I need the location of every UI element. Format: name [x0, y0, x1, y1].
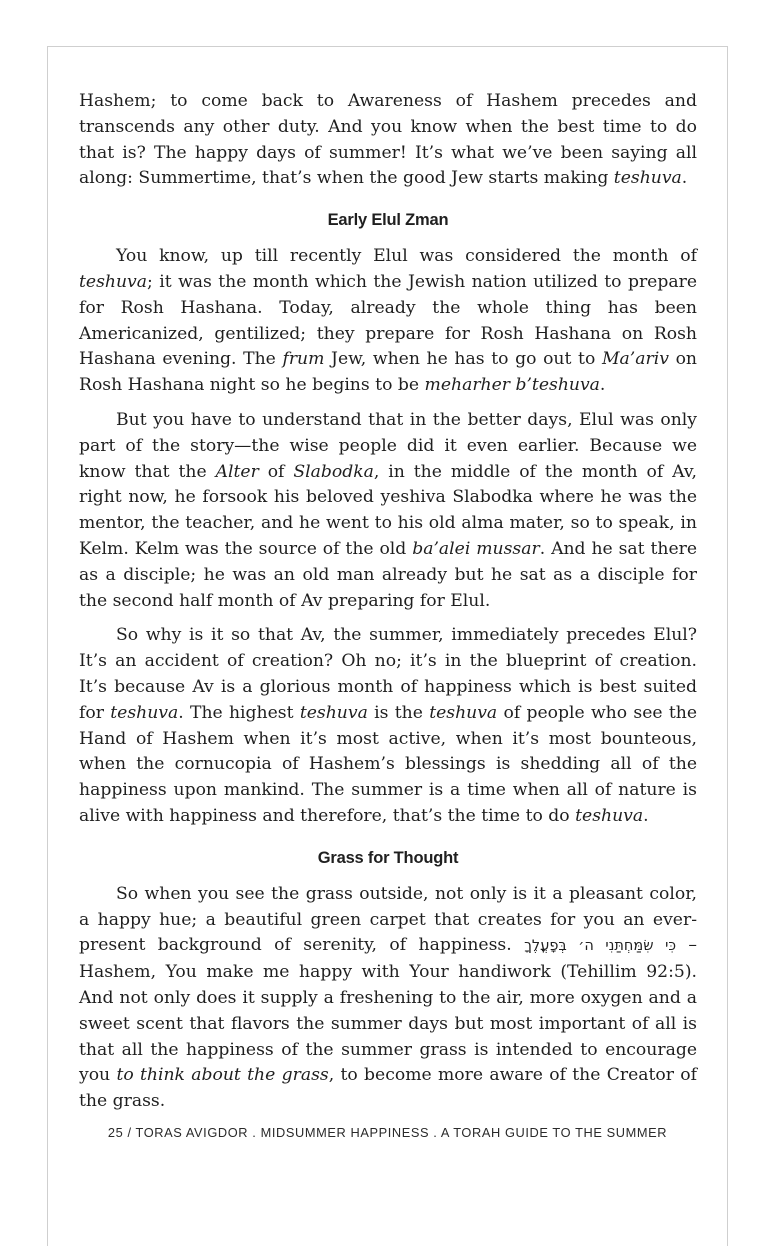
text-run: – Hashem, You make me happy with Your handiwork (Tehillim 92:5). And not only does it supply a freshening to the air, more oxygen and a sweet scent that flavors the summer days but most important of all is that all the happiness of the summer grass is intended to encourage you — [79, 935, 697, 1086]
text-run: ; it was the month which the Jewish nation utilized to prepare for Rosh Hashana. Today, already the whole thing has been Americanized, gentilized; they prepare for Rosh Hashana on Rosh Hashana evening. The — [79, 271, 697, 370]
text-run: So when you see the grass outside, not only is it a pleasant color, a happy hue; a beautiful green carpet that creates for you an ever-present background of serenity, of happiness. — [79, 883, 697, 956]
text-run: . The highest — [178, 702, 300, 723]
text-run: . — [643, 805, 649, 826]
italic-term: frum — [282, 349, 325, 370]
italic-term: teshuva — [429, 702, 498, 723]
italic-term: to think about the grass — [116, 1065, 329, 1086]
text-run: . And he sat there as a disciple; he was an old man already but he sat as a disciple for the second half month of Av preparing for Elul. — [79, 538, 698, 611]
text-run: , in the middle of the month of Av, right now, he forsook his beloved yeshiva Slabodka where he was the mentor, the teacher, and he went to his old alma mater, so to speak, in Kelm. Kelm was the source of the old — [79, 461, 697, 559]
paragraph-1 — [79, 89, 697, 192]
text-run: So why is it so that Av, the summer, immediately precedes Elul? It’s an accident of creation? Oh no; it’s in the blueprint of creation. It’s because Av is a glorious month of happiness which is best suited for — [79, 625, 697, 723]
text-run: . — [681, 168, 688, 189]
italic-term: Alter — [215, 461, 259, 482]
italic-term: teshuva — [613, 168, 682, 189]
text-run: Hashem; to come back to Awareness of Hashem precedes and transcends any other duty. And you know when the best time to do that is? The happy days of summer! It’s what we’ve been saying all along: Summertime, that’s when the good Jew starts making — [79, 91, 697, 189]
paragraph-5 — [79, 882, 697, 1115]
page-footer: 25 / TORAS AVIGDOR . MIDSUMMER HAPPINESS . A TORAH GUIDE TO THE SUMMER — [107, 1125, 668, 1140]
text-run: . — [599, 375, 606, 396]
body-text — [79, 89, 697, 1124]
paragraph-4 — [79, 623, 697, 829]
italic-term: Ma’ariv — [601, 349, 669, 370]
text-run: on Rosh Hashana night so he begins to be — [79, 349, 697, 396]
paragraph-3 — [79, 408, 697, 614]
italic-term: Slabodka — [293, 461, 374, 482]
italic-term: teshuva — [110, 702, 179, 723]
text-run: But you have to understand that in the better days, Elul was only part of the story—the wise people did it even earlier. Because we know that the — [79, 409, 697, 482]
paragraph-2 — [79, 244, 697, 399]
hebrew-quote: כִּי שִׂמַּחְתַּנִי ה׳ בְּפָעֳלֶךָ — [524, 938, 676, 955]
section-heading-early-elul: Early Elul Zman — [327, 211, 449, 230]
italic-term: teshuva — [575, 805, 644, 826]
italic-term: teshuva — [299, 702, 368, 723]
text-run: of — [258, 461, 294, 482]
italic-term: meharher b’teshuva — [424, 375, 600, 396]
text-run: of people who see the Hand of Hashem when it’s most active, when it’s most bounteous, when the cornucopia of Hashem’s blessings is shedding all of the happiness upon mankind. The summer is a time when all of nature is alive with happiness and therefore, that’s the time to do — [79, 702, 698, 826]
text-run: You know, up till recently Elul was considered the month of — [116, 246, 697, 267]
text-run: Jew, when he has to go out to — [324, 349, 602, 370]
italic-term: ba’alei mussar — [412, 538, 540, 559]
text-run: is the — [367, 702, 430, 723]
text-run: , to become more aware of the Creator of the grass. — [79, 1065, 697, 1112]
section-heading-grass: Grass for Thought — [317, 848, 459, 867]
italic-term: teshuva — [79, 271, 147, 292]
